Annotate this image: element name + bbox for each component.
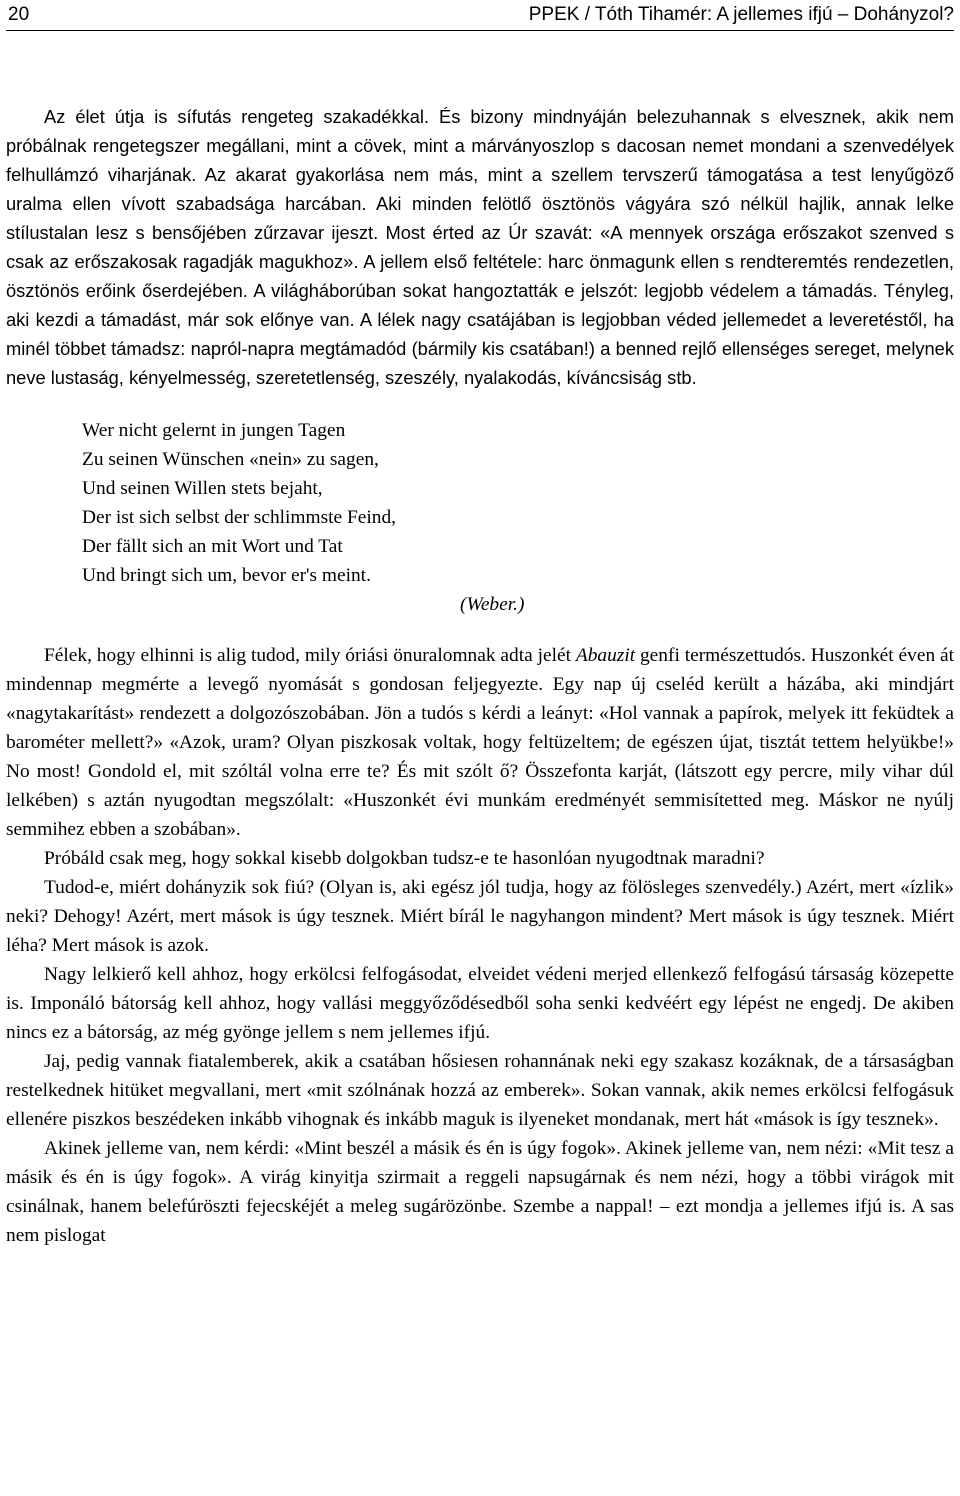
paragraph-abauzit <box>6 641 954 844</box>
paragraph: Próbáld csak meg, hogy sokkal kisebb dolgokban tudsz-e te hasonlóan nyugodtnak maradni? <box>44 848 765 869</box>
paragraph-text: genfi természettudós. Huszonkét éven át mindennap megmérte a levegő nyomását s gondosan feljegyezte. Egy nap új cseléd került a házába, aki mindjárt «nagytakarítást» rendezett a dolgozószobában. Jön a tudós s kérdi a leányt: «Hol vannak a papírok, melyek itt feküdtek a barométer mellett?» «Azok, uram? Olyan piszkosak voltak, hogy feltüzeltem; de egészen újat, tisztát tettem helyükbe!» No most! Gondold el, mit szóltál volna erre te? És mit szólt ő? Összefonta karját, (látszott egy percre, mily vihar dúl lelkében) s aztán nyugodtan megszólalt: «Huszonkét évi munkám eredményét semmisítetted meg. Máskor ne nyúlj semmihez ebben a szobában». <box>6 645 955 840</box>
paragraph-intro: Az élet útja is sífutás rengeteg szakadékkal. És bizony mindnyáján belezuhannak s elvesznek, akik nem próbálnak rengetegszer megállani, mint a cövek, mint a márványoszlop s dacosan nemet mondani a szenvedélyek felhullámzó viharjának. Az akarat gyakorlása nem más, mint a szellem tervszerű támogatása a test lenyűgöző uralma ellen vívott szabadsága harcában. Aki minden felötlő ösztönös vágyára szó nélkül hajlik, annak lelke stílustalan lesz s bensőjében zűrzavar ijeszt. Most érted az Úr szavát: «A mennyek országa erőszakot szenved s csak az erőszakosak ragadják magukhoz». A jellem első feltétele: harc önmagunk ellen s rendteremtés rendezetlen, ösztönös erőink őserdejében. A világháborúban sokat hangoztatták e jelszót: legjobb védelem a támadás. Tényleg, aki kezdi a támadást, már sok előnye van. A lélek nagy csatájában is legjobban véded jellemedet a leveretéstől, ha minél többet támadsz: napról-napra megtámadód (bármily kis csatában!) a benned rejlő ellenséges sereget, melynek neve lustaság, kényelmesség, szeretetlenség, szeszély, nyalakodás, kíváncsiság stb. <box>6 106 954 388</box>
paragraph: Tudod-e, miért dohányzik sok fiú? (Olyan is, aki egész jól tudja, hogy az fölösleges szenvedély.) Azért, mert «ízlik» neki? Dehogy! Azért, mert mások is úgy tesznek. Miért bírál le nagyhangon mindent? Mert mások is úgy tesznek. Miért léha? Mert mások is azok. <box>6 877 954 956</box>
person-name: Abauzit <box>575 645 636 666</box>
poem-line: Der fällt sich an mit Wort und Tat <box>82 536 343 557</box>
paragraph: Nagy lelkierő kell ahhoz, hogy erkölcsi felfogásodat, elveidet védeni merjed ellenkező felfogású társaság közepette is. Imponáló bátorság kell ahhoz, hogy vallási meggyőződésedből soha senki kedvéért egy lépést ne engedj. De akiben nincs ez a bátorság, az még gyönge jellem s nem jellemes ifjú. <box>6 964 954 1043</box>
poem-line: Der ist sich selbst der schlimmste Feind, <box>82 507 396 528</box>
paragraph: Akinek jelleme van, nem kérdi: «Mint beszél a másik és én is úgy fogok». Akinek jelleme van, nem nézi: «Mit tesz a másik és én is úgy fogok». A virág kinyitja szirmait a reggeli napsugárnak és nem nézi, hogy a többi virágok mit csinálnak, hanem belefúröszti fejecskéjét a meleg sugárözönbe. Szembe a nappal! – ezt mondja a jellemes ifjú is. A sas nem pislogat <box>6 1138 954 1246</box>
paragraph: Jaj, pedig vannak fiatalemberek, akik a csatában hősiesen rohannának neki egy szakasz kozáknak, de a társaságban restelkednek hitüket megvallani, mert «mit szólnának hozzá az emberek». Sokan vannak, akik nemes erkölcsi felfogásuk ellenére piszkos beszédeken inkább vihognak és inkább maguk is ilyeneket mondanak, mert hát «mások is így tesznek». <box>6 1051 954 1130</box>
poem-line: Und bringt sich um, bevor er's meint. <box>82 565 371 586</box>
page-number: 20 <box>8 4 30 25</box>
poem-line: Zu seinen Wünschen «nein» zu sagen, <box>82 449 379 470</box>
running-title: PPEK / Tóth Tihamér: A jellemes ifjú – Dohányzol? <box>528 4 954 25</box>
poem-attribution: (Weber.) <box>460 594 525 615</box>
poem-line: Wer nicht gelernt in jungen Tagen <box>82 420 346 441</box>
paragraph-text: Félek, hogy elhinni is alig tudod, mily óriási önuralomnak adta jelét <box>44 645 576 666</box>
poem-line: Und seinen Willen stets bejaht, <box>82 478 323 499</box>
poem-block <box>82 416 954 619</box>
page-header <box>6 0 954 31</box>
page-body <box>6 102 954 1250</box>
